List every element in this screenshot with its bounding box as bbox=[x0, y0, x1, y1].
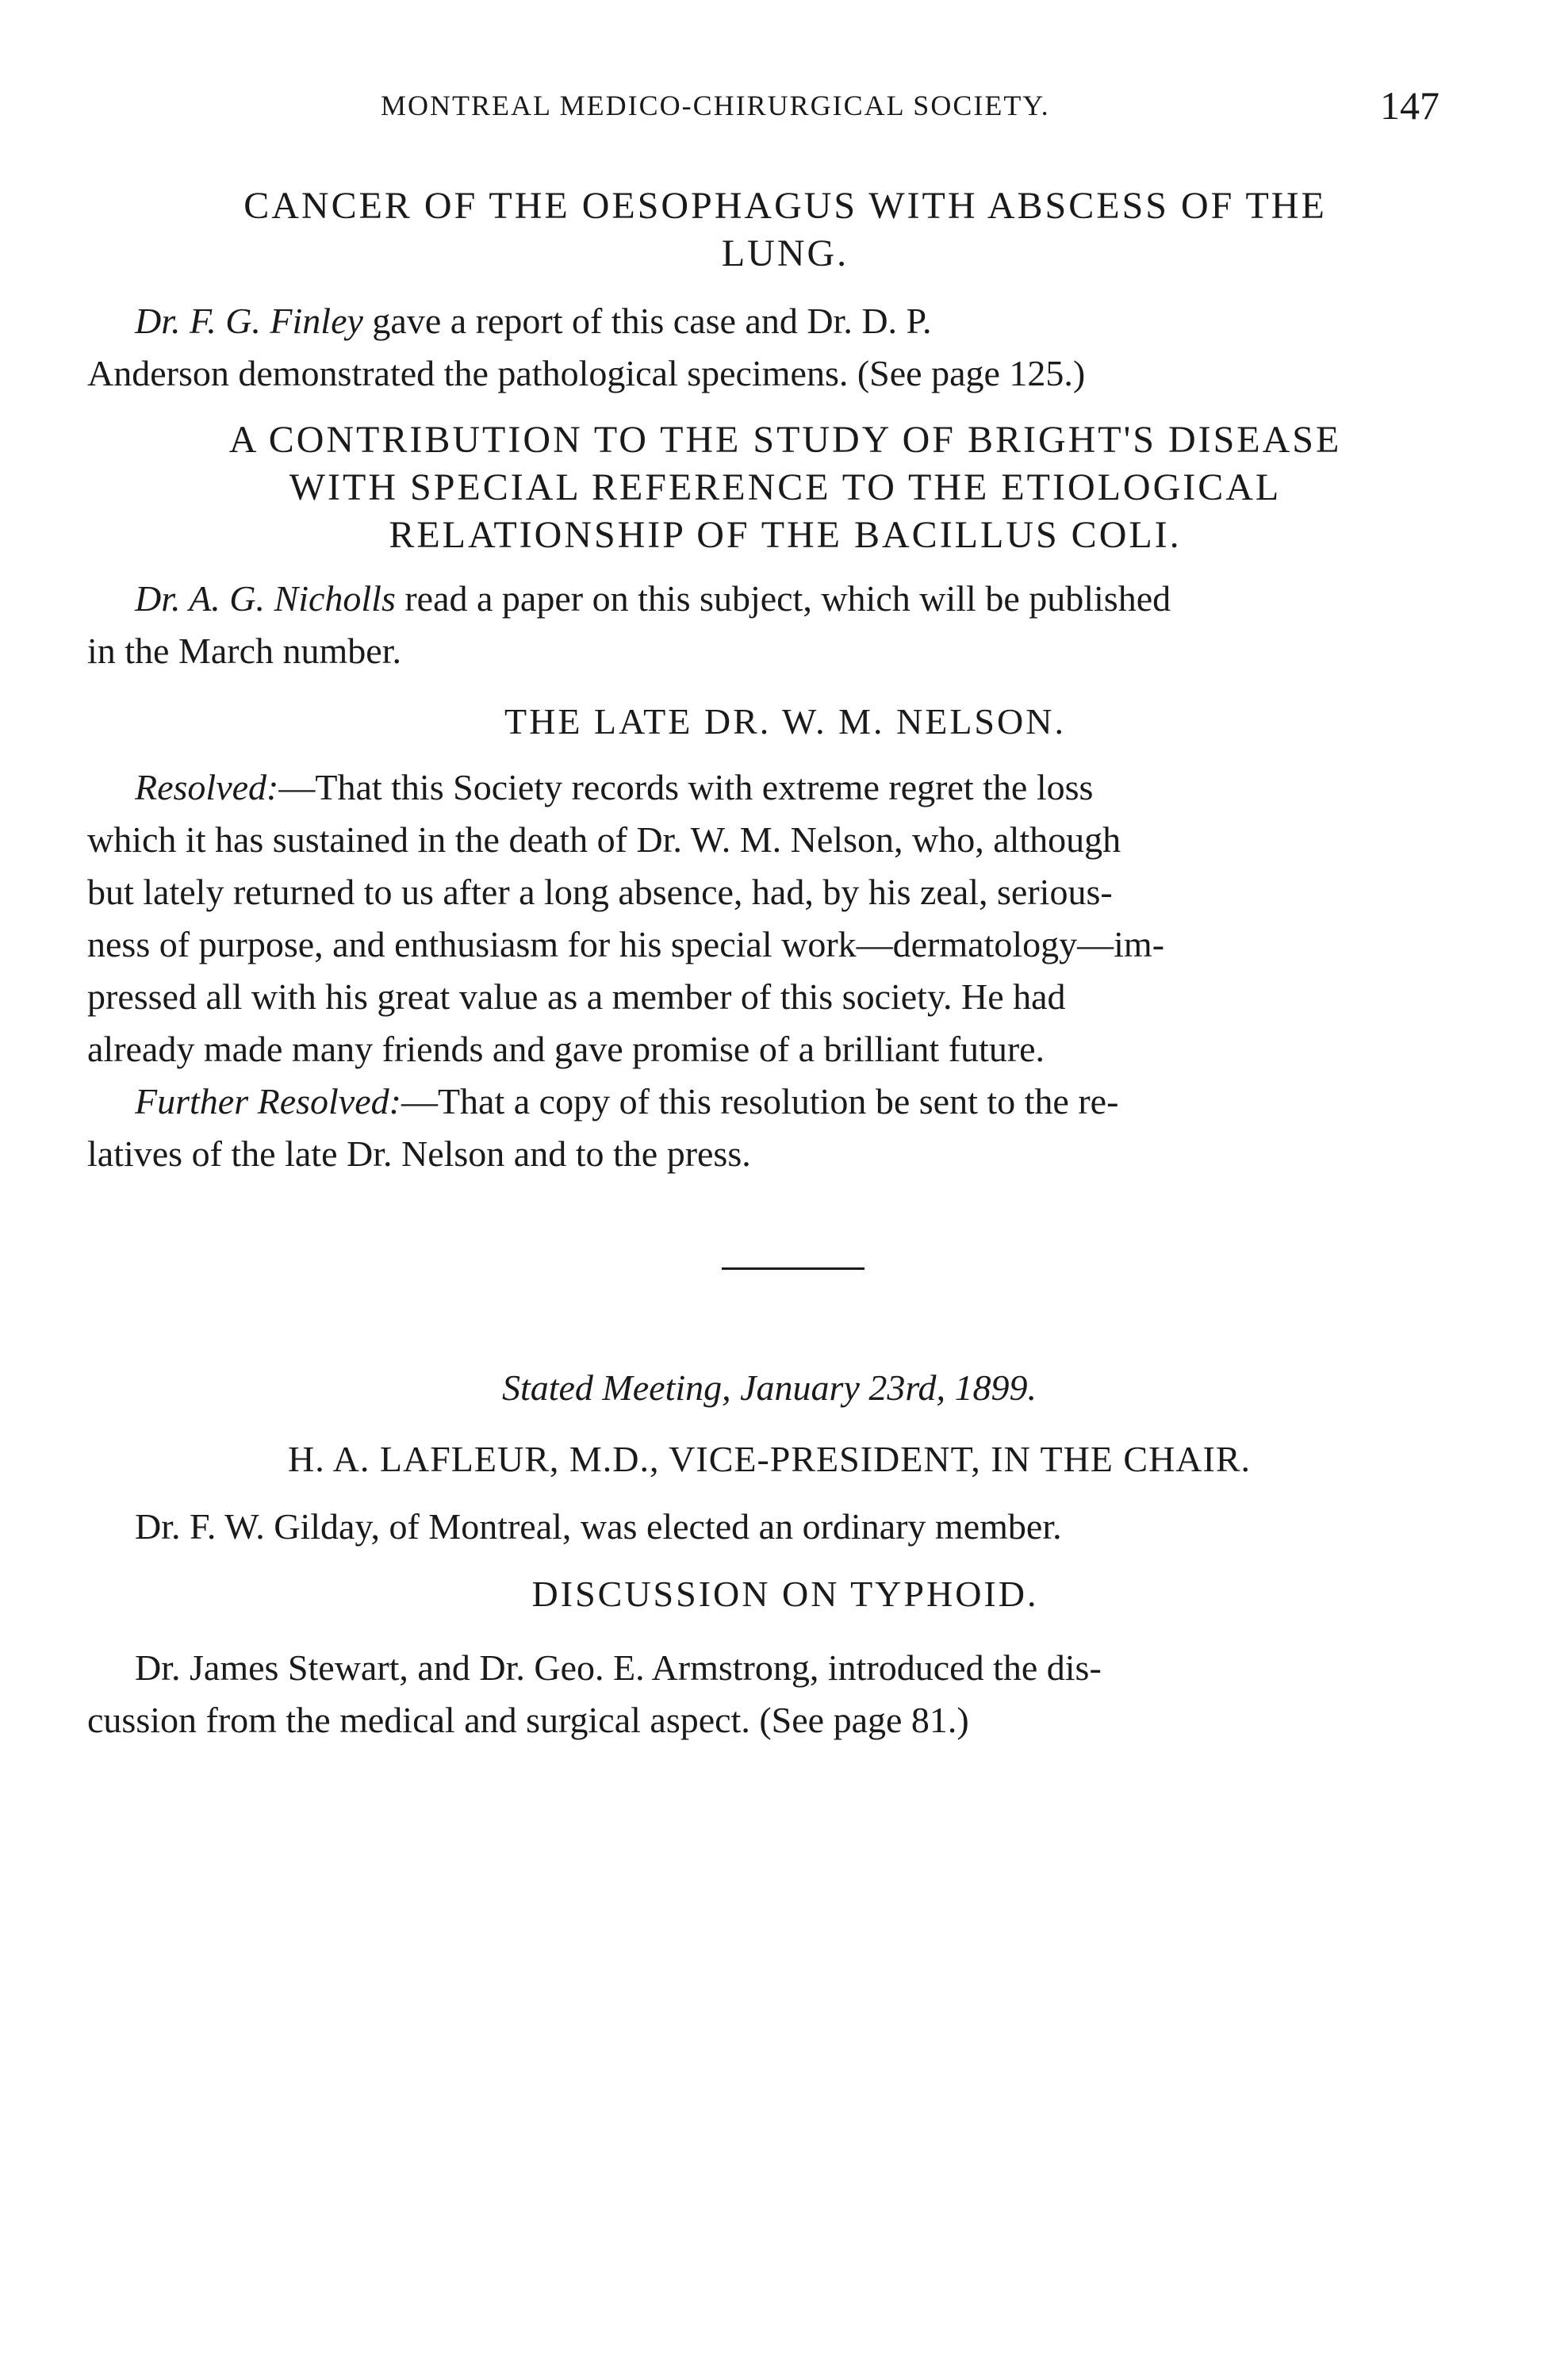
meeting-chair: H. A. LAFLEUR, M.D., VICE-PRESIDENT, IN THE CHAIR. bbox=[287, 1439, 1252, 1479]
resolved-label: Resolved: bbox=[135, 767, 279, 807]
section-heading-typhoid bbox=[87, 1570, 1483, 1618]
paragraph-text: Dr. F. W. Gilday, of Montreal, was elected an ordinary member. bbox=[135, 1506, 1062, 1547]
paragraph-text: already made many friends and gave promise of a brilliant future. bbox=[87, 1029, 1045, 1069]
heading-line: DISCUSSION ON TYPHOID. bbox=[531, 1574, 1039, 1614]
paragraph-text: in the March number. bbox=[87, 631, 402, 671]
paragraph-further-resolved-cont bbox=[87, 1128, 1451, 1180]
paragraph-text: latives of the late Dr. Nelson and to the press. bbox=[87, 1133, 751, 1174]
paragraph-resolved-line bbox=[87, 814, 1451, 866]
paragraph-cancer-report bbox=[135, 295, 1451, 347]
running-header bbox=[0, 83, 1568, 136]
paragraph-text: Dr. James Stewart, and Dr. Geo. E. Armstrong, introduced the dis- bbox=[135, 1647, 1102, 1688]
paragraph-text: —That a copy of this resolution be sent to the re- bbox=[401, 1081, 1119, 1121]
heading-line: LUNG. bbox=[721, 232, 849, 274]
further-resolved-label: Further Resolved: bbox=[135, 1081, 401, 1121]
paragraph-text: but lately returned to us after a long absence, had, by his zeal, serious- bbox=[87, 872, 1113, 912]
paragraph-resolved-line bbox=[87, 1023, 1451, 1075]
running-title: MONTREAL MEDICO-CHIRURGICAL SOCIETY. bbox=[381, 90, 1050, 121]
page-number: 147 bbox=[1380, 83, 1440, 128]
section-heading-brights-disease bbox=[87, 416, 1483, 559]
paragraph-text: ness of purpose, and enthusiasm for his special work—dermatology—im- bbox=[87, 924, 1165, 964]
heading-line: A CONTRIBUTION TO THE STUDY OF BRIGHT'S DISEASE bbox=[228, 419, 1342, 461]
heading-line: RELATIONSHIP OF THE BACILLUS COLI. bbox=[389, 514, 1182, 556]
heading-line: CANCER OF THE OESOPHAGUS WITH ABSCESS OF THE bbox=[243, 185, 1327, 227]
paragraph-text: gave a report of this case and Dr. D. P. bbox=[362, 301, 932, 341]
paragraph-nicholls-cont bbox=[87, 625, 1451, 677]
paragraph-election bbox=[135, 1501, 1451, 1553]
paragraph-text: pressed all with his great value as a member of this society. He had bbox=[87, 976, 1066, 1017]
section-heading-cancer bbox=[87, 182, 1483, 278]
author-name: Dr. F. G. Finley bbox=[135, 301, 363, 341]
paragraph-resolved-line bbox=[87, 866, 1451, 918]
paragraph-further-resolved bbox=[135, 1075, 1451, 1128]
paragraph-resolved-line bbox=[87, 971, 1451, 1023]
paragraph-text: —That this Society records with extreme regret the loss bbox=[278, 767, 1094, 807]
heading-line: WITH SPECIAL REFERENCE TO THE ETIOLOGICAL bbox=[289, 466, 1282, 508]
stated-meeting: Stated Meeting, January 23rd, 1899. bbox=[501, 1367, 1037, 1408]
author-name: Dr. A. G. Nicholls bbox=[135, 578, 396, 619]
paragraph-nicholls bbox=[135, 573, 1451, 625]
paragraph-text: Anderson demonstrated the pathological specimens. (See page 125.) bbox=[87, 353, 1086, 393]
paragraph-resolved bbox=[135, 761, 1451, 814]
paragraph-text: read a paper on this subject, which will be published bbox=[395, 578, 1171, 619]
heading-line: THE LATE DR. W. M. NELSON. bbox=[504, 701, 1066, 742]
paragraph-resolved-line bbox=[87, 918, 1451, 971]
section-heading-nelson bbox=[87, 698, 1483, 746]
paragraph-text: cussion from the medical and surgical aspect. (See page 81.) bbox=[87, 1700, 969, 1740]
paragraph-typhoid-cont bbox=[87, 1694, 1451, 1746]
paragraph-cancer-report-cont bbox=[87, 347, 1451, 400]
section-divider bbox=[722, 1267, 865, 1270]
paragraph-typhoid bbox=[135, 1642, 1451, 1694]
paragraph-text: which it has sustained in the death of Dr. W. M. Nelson, who, although bbox=[87, 819, 1121, 860]
